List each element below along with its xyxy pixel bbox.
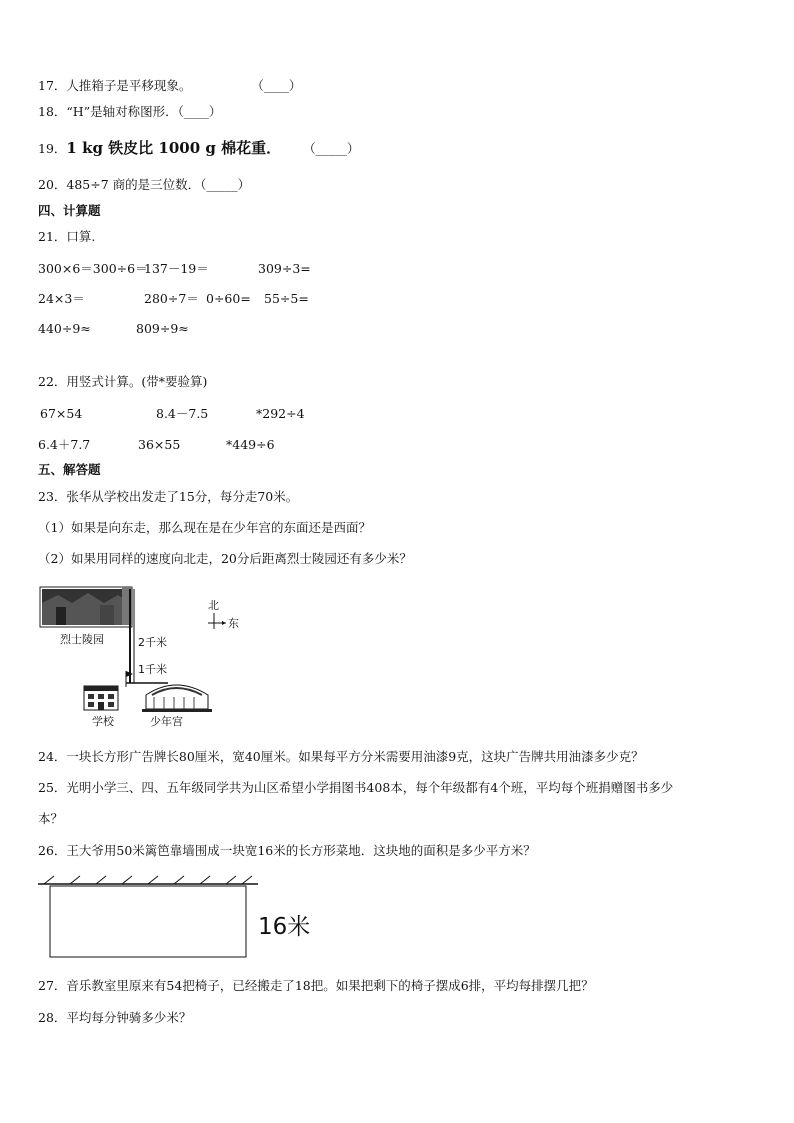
question-22 (38, 374, 207, 390)
question-text: 张华从学校出发走了15分，每分走70米。 (66, 489, 299, 504)
question-text: 音乐教室里原来有54把椅子，已经搬走了18把。如果把剩下的椅子摆成6排，平均每排摆几把？ (66, 978, 594, 993)
section-heading-word-problems: 五、解答题 (38, 462, 101, 477)
question-23-part-1: （1）如果是向东走，那么现在是在少年宫的东面还是西面？ (38, 520, 371, 535)
question-28 (38, 1010, 191, 1026)
question-19 (38, 140, 359, 157)
oral-calc-item: 24×3＝ (38, 291, 85, 306)
oral-calc-item: 309÷3= (258, 261, 311, 276)
oral-calc-item: 280÷7＝ (144, 291, 199, 306)
question-text: “H”是轴对称图形．（____） (66, 104, 222, 119)
question-20 (38, 177, 250, 193)
question-number: 26． (38, 843, 67, 858)
wall-hatching (44, 876, 252, 884)
vertical-calc-item: 36×55 (138, 437, 181, 452)
question-number: 28． (38, 1010, 67, 1025)
question-23 (38, 489, 298, 505)
question-number: 17． (38, 78, 67, 93)
question-text: 口算. (66, 229, 96, 244)
plot-rectangle (50, 886, 246, 957)
oral-calc-item: 440÷9≈ (38, 321, 91, 336)
question-text: 光明小学三、四、五年级同学共为山区希望小学捐图书408本，每个年级都有4个班，平均每个班捐赠图书多少 (66, 780, 674, 795)
school-label: 学校 (92, 715, 114, 728)
vertical-calc-item: *449÷6 (226, 437, 275, 452)
question-21 (38, 229, 95, 245)
question-18 (38, 104, 221, 120)
oral-calc-item: 0÷60= (206, 291, 251, 306)
vertical-calc-item: 8.4－7.5 (156, 406, 209, 421)
question-text: 用竖式计算。(带*要验算) (66, 374, 208, 389)
question-number: 23． (38, 489, 67, 504)
question-text: 1 kg 铁皮比 1000 g 棉花重． (66, 139, 282, 157)
school-building-picture (84, 686, 118, 710)
question-text: 一块长方形广告牌长80厘米，宽40厘米。如果每平方分米需要用油漆9克，这块广告牌共用油漆多少克？ (66, 749, 644, 764)
question-number: 21． (38, 229, 67, 244)
compass-east-label: 东 (228, 617, 239, 630)
oral-calc-item: 809÷9≈ (136, 321, 189, 336)
question-number: 27． (38, 978, 67, 993)
answer-blank[interactable]: （____） (251, 78, 302, 93)
vertical-calc-item: 6.4＋7.7 (38, 437, 91, 452)
distance-label-1km: 1千米 (138, 663, 167, 676)
vegetable-plot-figure (38, 870, 258, 962)
route-map-figure (38, 583, 253, 733)
vertical-calc-item: *292÷4 (256, 406, 305, 421)
question-text: 王大爷用50米篱笆靠墙围成一块宽16米的长方形菜地．这块地的面积是多少平方米？ (66, 843, 536, 858)
question-text: 485÷7 商的是三位数．（_____） (66, 177, 251, 192)
cemetery-picture (40, 587, 132, 627)
oral-calc-item: 137－19＝ (144, 261, 209, 276)
question-17 (38, 78, 301, 94)
youth-palace-label: 少年宫 (150, 715, 183, 728)
plot-width-label: 16米 (258, 914, 311, 940)
question-26 (38, 843, 536, 859)
question-24 (38, 749, 644, 765)
section-heading-calculation: 四、计算题 (38, 203, 101, 218)
question-number: 19． (38, 141, 67, 156)
vertical-calc-item: 67×54 (40, 406, 83, 421)
question-number: 25． (38, 780, 67, 795)
question-number: 20． (38, 177, 67, 192)
distance-label-2km: 2千米 (138, 636, 167, 649)
question-text: 人推箱子是平移现象。 (66, 78, 192, 93)
question-25-continued: 本？ (38, 811, 64, 826)
oral-calc-item: 55÷5= (264, 291, 309, 306)
question-number: 22． (38, 374, 67, 389)
compass-north-label: 北 (208, 599, 219, 612)
cemetery-label: 烈士陵园 (60, 633, 104, 646)
compass-icon (222, 621, 226, 625)
question-23-part-2: （2）如果用同样的速度向北走，20分后距离烈士陵园还有多少米？ (38, 551, 412, 566)
youth-palace-picture (142, 685, 212, 712)
question-number: 18． (38, 104, 67, 119)
answer-blank[interactable]: （_____） (303, 141, 360, 156)
oral-calc-item: 300×6＝300÷6＝ (38, 261, 148, 276)
question-25 (38, 780, 673, 796)
question-text: 平均每分钟骑多少米？ (66, 1010, 192, 1025)
question-27 (38, 978, 594, 994)
question-number: 24． (38, 749, 67, 764)
